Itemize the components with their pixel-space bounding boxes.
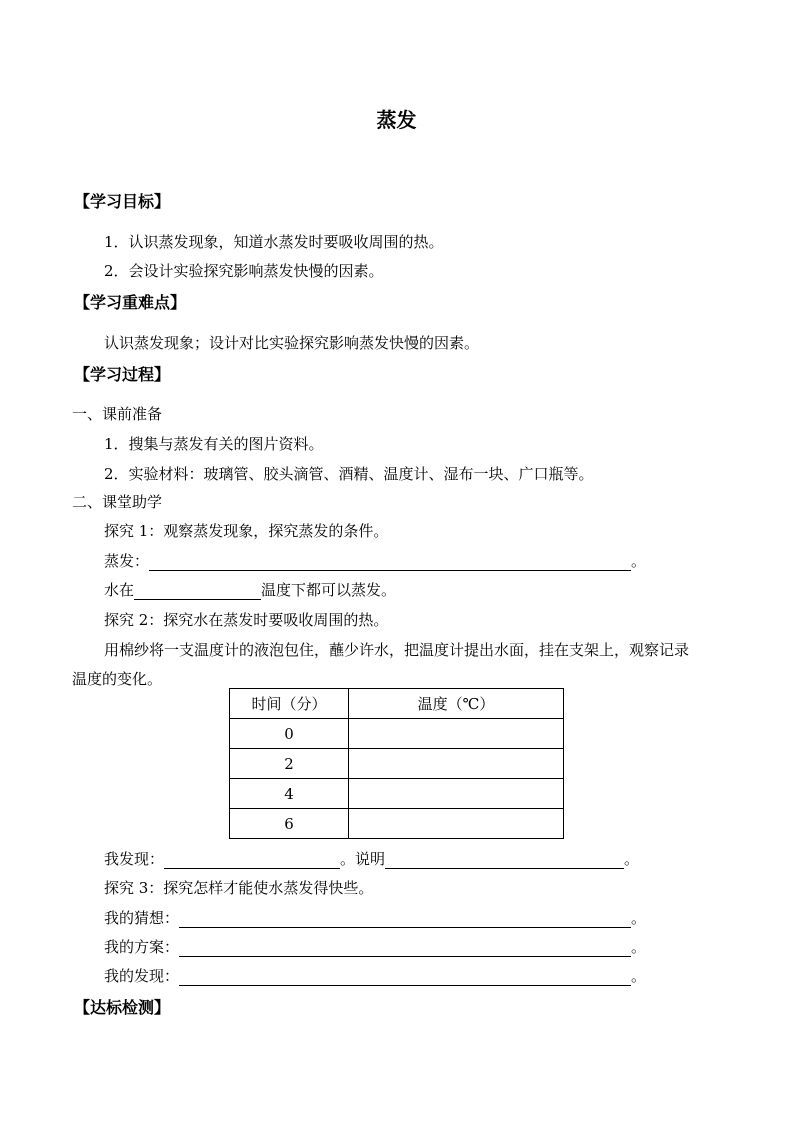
table-header: 温度（℃）: [349, 689, 564, 719]
guess-blank[interactable]: [179, 911, 631, 928]
guess-label: 我的猜想：: [104, 909, 180, 927]
period: 。: [631, 909, 647, 927]
key-points-text: 认识蒸发现象；设计对比实验探究影响蒸发快慢的因素。: [104, 334, 480, 352]
part1-item: 2．实验材料：玻璃管、胶头滴管、酒精、温度计、湿布一块、广口瓶等。: [104, 465, 594, 483]
explore3-text: 探究 3：探究怎样才能使水蒸发得快些。: [104, 879, 374, 897]
finding-blank[interactable]: [164, 852, 340, 869]
table-header-row: [230, 689, 564, 719]
part2-title: 二、课堂助学: [72, 493, 163, 511]
explore1-text: 探究 1：观察蒸发现象，探究蒸发的条件。: [104, 522, 389, 540]
table-cell-time: 4: [230, 779, 349, 809]
evaporation-blank[interactable]: [149, 554, 631, 571]
test-heading: 【达标检测】: [74, 998, 171, 1017]
instruction-line: 用棉纱将一支温度计的液泡包住，蘸少许水，把温度计提出水面，挂在支架上，观察记录: [104, 641, 690, 659]
discovery-label: 我的发现：: [104, 967, 180, 985]
period: 。: [631, 938, 647, 956]
period: 。: [631, 552, 647, 570]
page-title: 蒸发: [376, 108, 417, 132]
table-row: [230, 779, 564, 809]
period: 。: [624, 850, 640, 868]
table-cell-time: 2: [230, 749, 349, 779]
table-row: [230, 749, 564, 779]
table-header: 时间（分）: [230, 689, 349, 719]
water-fill: [104, 580, 396, 600]
process-heading: 【学习过程】: [74, 365, 171, 384]
water-prefix: 水在: [104, 581, 135, 599]
table-cell-temperature[interactable]: [349, 749, 564, 779]
found-label: 我发现：: [104, 850, 165, 868]
water-suffix: 温度下都可以蒸发。: [261, 581, 397, 599]
instruction-line: 温度的变化。: [72, 670, 163, 688]
part1-item: 1．搜集与蒸发有关的图片资料。: [104, 435, 324, 453]
explain-blank[interactable]: [385, 852, 624, 869]
period: 。: [631, 967, 647, 985]
table-cell-temperature[interactable]: [349, 719, 564, 749]
explain-label: 。说明: [340, 850, 386, 868]
discovery-fill: [104, 966, 646, 986]
table-cell-time: 0: [230, 719, 349, 749]
objective-item: 1．认识蒸发现象，知道水蒸发时要吸收周围的热。: [104, 233, 444, 251]
evaporation-label: 蒸发：: [104, 552, 150, 570]
temperature-table: [229, 688, 564, 839]
table-cell-temperature[interactable]: [349, 809, 564, 839]
key-points-heading: 【学习重难点】: [74, 293, 187, 312]
table-cell-time: 6: [230, 809, 349, 839]
part1-title: 一、课前准备: [72, 405, 163, 423]
finding-fill: [104, 849, 639, 869]
objectives-heading: 【学习目标】: [74, 192, 171, 211]
evaporation-fill: [104, 551, 646, 571]
guess-fill: [104, 908, 646, 928]
water-temperature-blank[interactable]: [134, 583, 261, 600]
plan-label: 我的方案：: [104, 938, 180, 956]
table-cell-temperature[interactable]: [349, 779, 564, 809]
objective-item: 2．会设计实验探究影响蒸发快慢的因素。: [104, 262, 384, 280]
discovery-blank[interactable]: [179, 969, 631, 986]
table-row: [230, 719, 564, 749]
table-row: [230, 809, 564, 839]
plan-fill: [104, 937, 646, 957]
plan-blank[interactable]: [179, 940, 631, 957]
explore2-text: 探究 2：探究水在蒸发时要吸收周围的热。: [104, 611, 389, 629]
